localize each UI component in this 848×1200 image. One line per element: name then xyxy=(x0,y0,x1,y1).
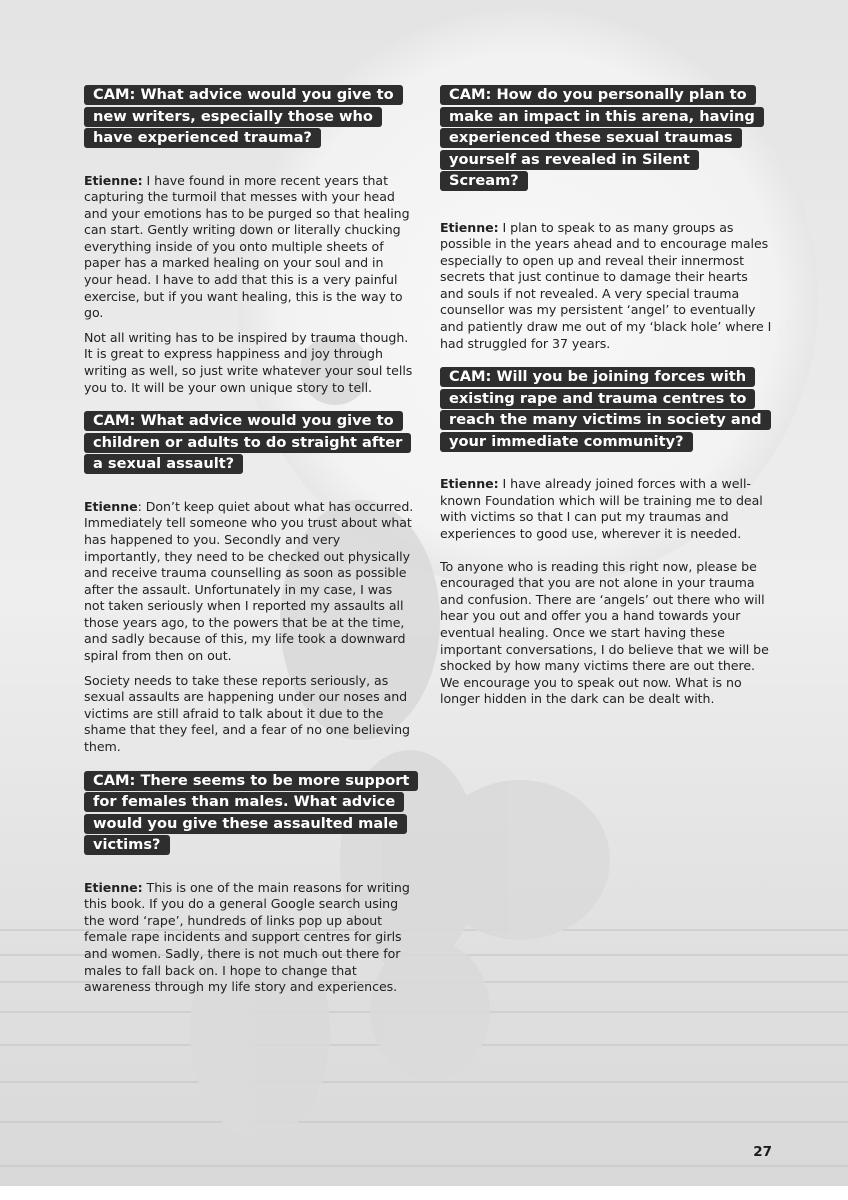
qa-block xyxy=(84,84,414,396)
qa-block xyxy=(440,84,772,352)
answer-paragraph: Etienne: I plan to speak to as many groups as possible in the years ahead and to encourage males especially to open up and reveal their innermost secrets that just continue to damage their hearts and souls if not revealed. A very special trauma counsellor was my persistent ‘angel’ to eventually and patiently draw me out of my ‘black hole’ where I had struggled for 37 years. xyxy=(440,219,772,351)
answer-paragraph: Etienne: I have already joined forces with a well-known Foundation which will be training me to deal with victims so that I can put my traumas and experiences to good use, wherever it is needed. xyxy=(440,476,763,542)
right-column xyxy=(440,84,772,708)
answer-paragraph: Society needs to take these reports seriously, as sexual assaults are happening under our noses and victims are still afraid to talk about it due to the shame that they feel, and a fear of no one believing them. xyxy=(84,672,411,755)
answer-paragraph: Etienne: This is one of the main reasons for writing this book. If you do a general Google search using the word ‘rape’, hundreds of links pop up about female rape incidents and support centres for girls and women. Sadly, there is not much out there for males to fall back on. I hope to change that awareness through my life story and experiences. xyxy=(84,879,410,995)
question-heading: CAM: Will you be joining forces with existing rape and trauma centres to reach the many victims in society and your immediate community? xyxy=(440,366,772,452)
answer-paragraph: Etienne: I have found in more recent years that capturing the turmoil that messes with your head and your emotions has to be purged so that healing can start. Gently writing down or literally chucking everything inside of you onto multiple sheets of paper has a marked healing on your soul and in your head. I have to add that this is a very painful exercise, but if you want healing, this is the way to go. xyxy=(84,172,410,321)
question-heading: CAM: What advice would you give to children or adults to do straight after a sexual assault? xyxy=(84,410,414,475)
page-number: 27 xyxy=(753,1144,772,1160)
answer-paragraph: To anyone who is reading this right now, please be encouraged that you are not alone in your trauma and confusion. There are ‘angels’ out there who will hear you out and offer you a hand towards your eventual healing. Once we start having these important conversations, I do believe that we will be shocked by how many victims there are out there. We encourage you to speak out now. What is no longer hidden in the dark can be dealt with. xyxy=(440,558,769,707)
answer-paragraph: Not all writing has to be inspired by trauma though. It is great to express happiness and joy through writing as well, so just write whatever your soul tells you to. It will be your own unique story to tell. xyxy=(84,329,413,395)
answer-paragraph: Etienne: Don’t keep quiet about what has occurred. Immediately tell someone who you trust about what has happened to you. Secondly and very importantly, they need to be checked out physically and receive trauma counselling as soon as possible after the assault. Unfortunately in my case, I was not taken seriously when I reported my assaults all those years ago, to the powers that be at the time, and sadly because of this, my life took a downward spiral from then on out. xyxy=(84,498,414,664)
question-heading: CAM: There seems to be more support for females than males. What advice would you give these assaulted male victims? xyxy=(84,770,414,856)
question-heading: CAM: How do you personally plan to make an impact in this arena, having experienced these sexual traumas yourself as revealed in Silent Scream? xyxy=(440,84,772,192)
qa-block xyxy=(84,410,414,755)
qa-block xyxy=(84,770,414,996)
qa-block xyxy=(440,366,772,708)
left-column xyxy=(84,84,414,996)
question-heading: CAM: What advice would you give to new writers, especially those who have experienced trauma? xyxy=(84,84,414,149)
